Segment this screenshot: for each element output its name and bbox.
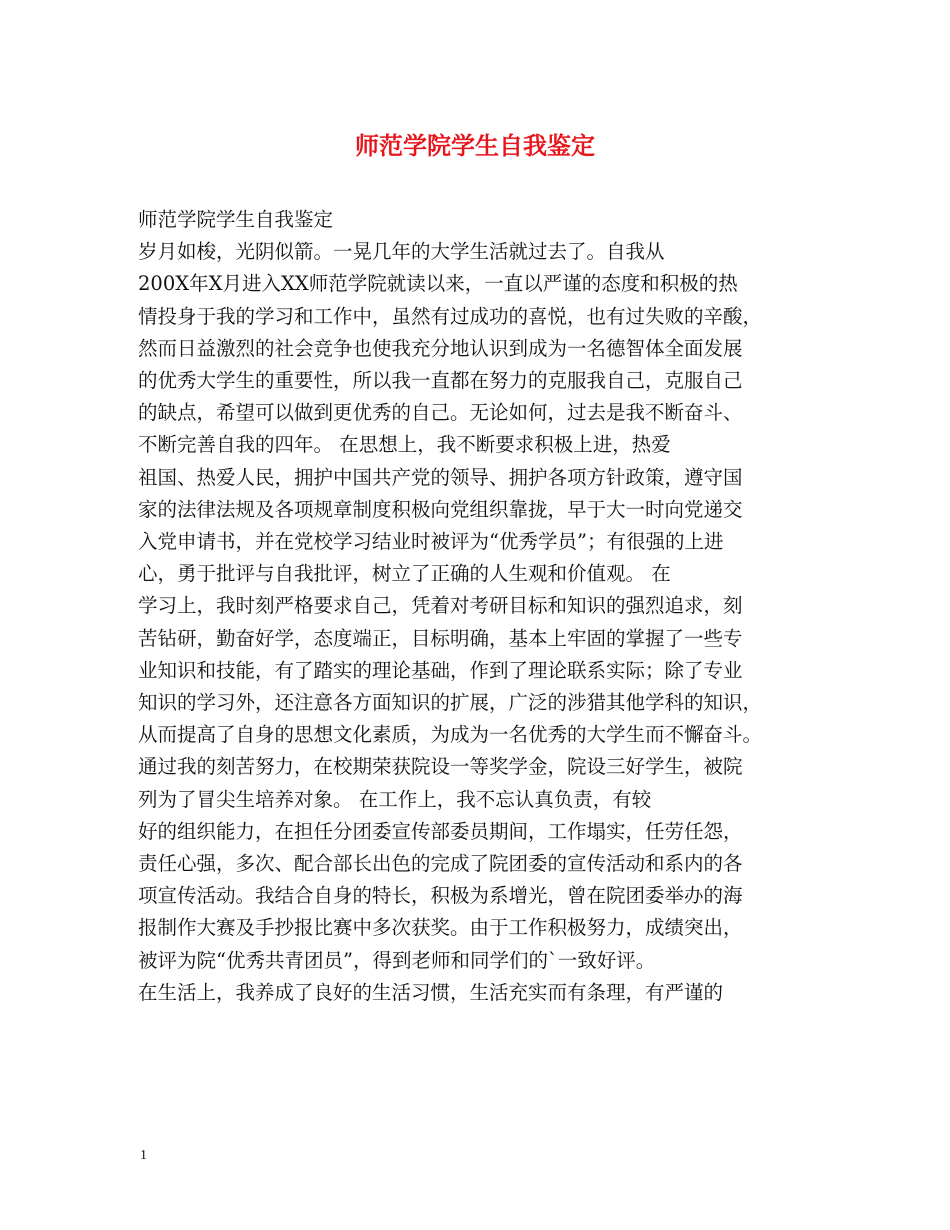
body-text-line: 200X年X月进入XX师范学院就读以来，一直以严谨的态度和积极的热: [138, 272, 738, 296]
body-text-line: 项宣传活动。我结合自身的特长，积极为系增光，曾在院团委举办的海: [138, 884, 743, 908]
body-text-line: 通过我的刻苦努力，在校期荣获院设一等奖学金，院设三好学生，被院: [138, 755, 743, 779]
body-text-line: 师范学院学生自我鉴定: [138, 208, 334, 231]
body-text-line: 业知识和技能，有了踏实的理论基础，作到了理论联系实际；除了专业: [138, 658, 743, 682]
document-title: 师范学院学生自我鉴定: [355, 131, 595, 160]
body-text-line: 报制作大赛及手抄报比赛中多次获奖。由于工作积极努力，成绩突出，: [138, 916, 743, 940]
body-text-line: 家的法律法规及各项规章制度积极向党组织靠拢，早于大一时向党递交: [138, 497, 743, 521]
body-text-line: 苦钻研，勤奋好学，态度端正，目标明确，基本上牢固的掌握了一些专: [138, 626, 743, 650]
body-text-line: 心，勇于批评与自我批评，树立了正确的人生观和价值观。 在: [138, 562, 671, 586]
body-text-line: 知识的学习外，还注意各方面知识的扩展，广泛的涉猎其他学科的知识，: [138, 691, 763, 714]
body-text-line: 被评为院“优秀共青团员”，得到老师和同学们的`一致好评。: [138, 948, 656, 972]
body-text-line: 的缺点，希望可以做到更优秀的自己。无论如何，过去是我不断奋斗、: [138, 401, 743, 425]
body-text-line: 情投身于我的学习和工作中，虽然有过成功的喜悦，也有过失败的辛酸，: [138, 304, 763, 328]
body-text-line: 然而日益激烈的社会竞争也使我充分地认识到成为一名德智体全面发展: [138, 336, 743, 360]
body-text-line: 从而提高了自身的思想文化素质，为成为一名优秀的大学生而不懈奋斗。: [138, 723, 763, 747]
body-text-line: 入党申请书，并在党校学习结业时被评为“优秀学员”；有很强的上进: [138, 530, 724, 553]
page-number: 1: [140, 1148, 147, 1163]
body-text-line: 在生活上，我养成了良好的生活习惯，生活充实而有条理，有严谨的: [138, 980, 724, 1004]
body-text-line: 列为了冒尖生培养对象。 在工作上，我不忘认真负责，有较: [138, 787, 652, 811]
body-text-line: 的优秀大学生的重要性，所以我一直都在努力的克服我自己，克服自己: [138, 369, 743, 392]
body-text-line: 岁月如梭，光阴似箭。一晃几年的大学生活就过去了。自我从: [138, 240, 665, 264]
body-text-line: 责任心强，多次、配合部长出色的完成了院团委的宣传活动和系内的各: [138, 852, 743, 875]
body-text-line: 祖国、热爱人民，拥护中国共产党的领导、拥护各项方针政策，遵守国: [138, 465, 743, 489]
body-text-line: 好的组织能力，在担任分团委宣传部委员期间，工作塌实，任劳任怨，: [138, 819, 743, 843]
body-text-line: 不断完善自我的四年。 在思想上，我不断要求积极上进，热爱: [138, 433, 671, 457]
body-text-line: 学习上，我时刻严格要求自己，凭着对考研目标和知识的强烈追求，刻: [138, 594, 743, 618]
